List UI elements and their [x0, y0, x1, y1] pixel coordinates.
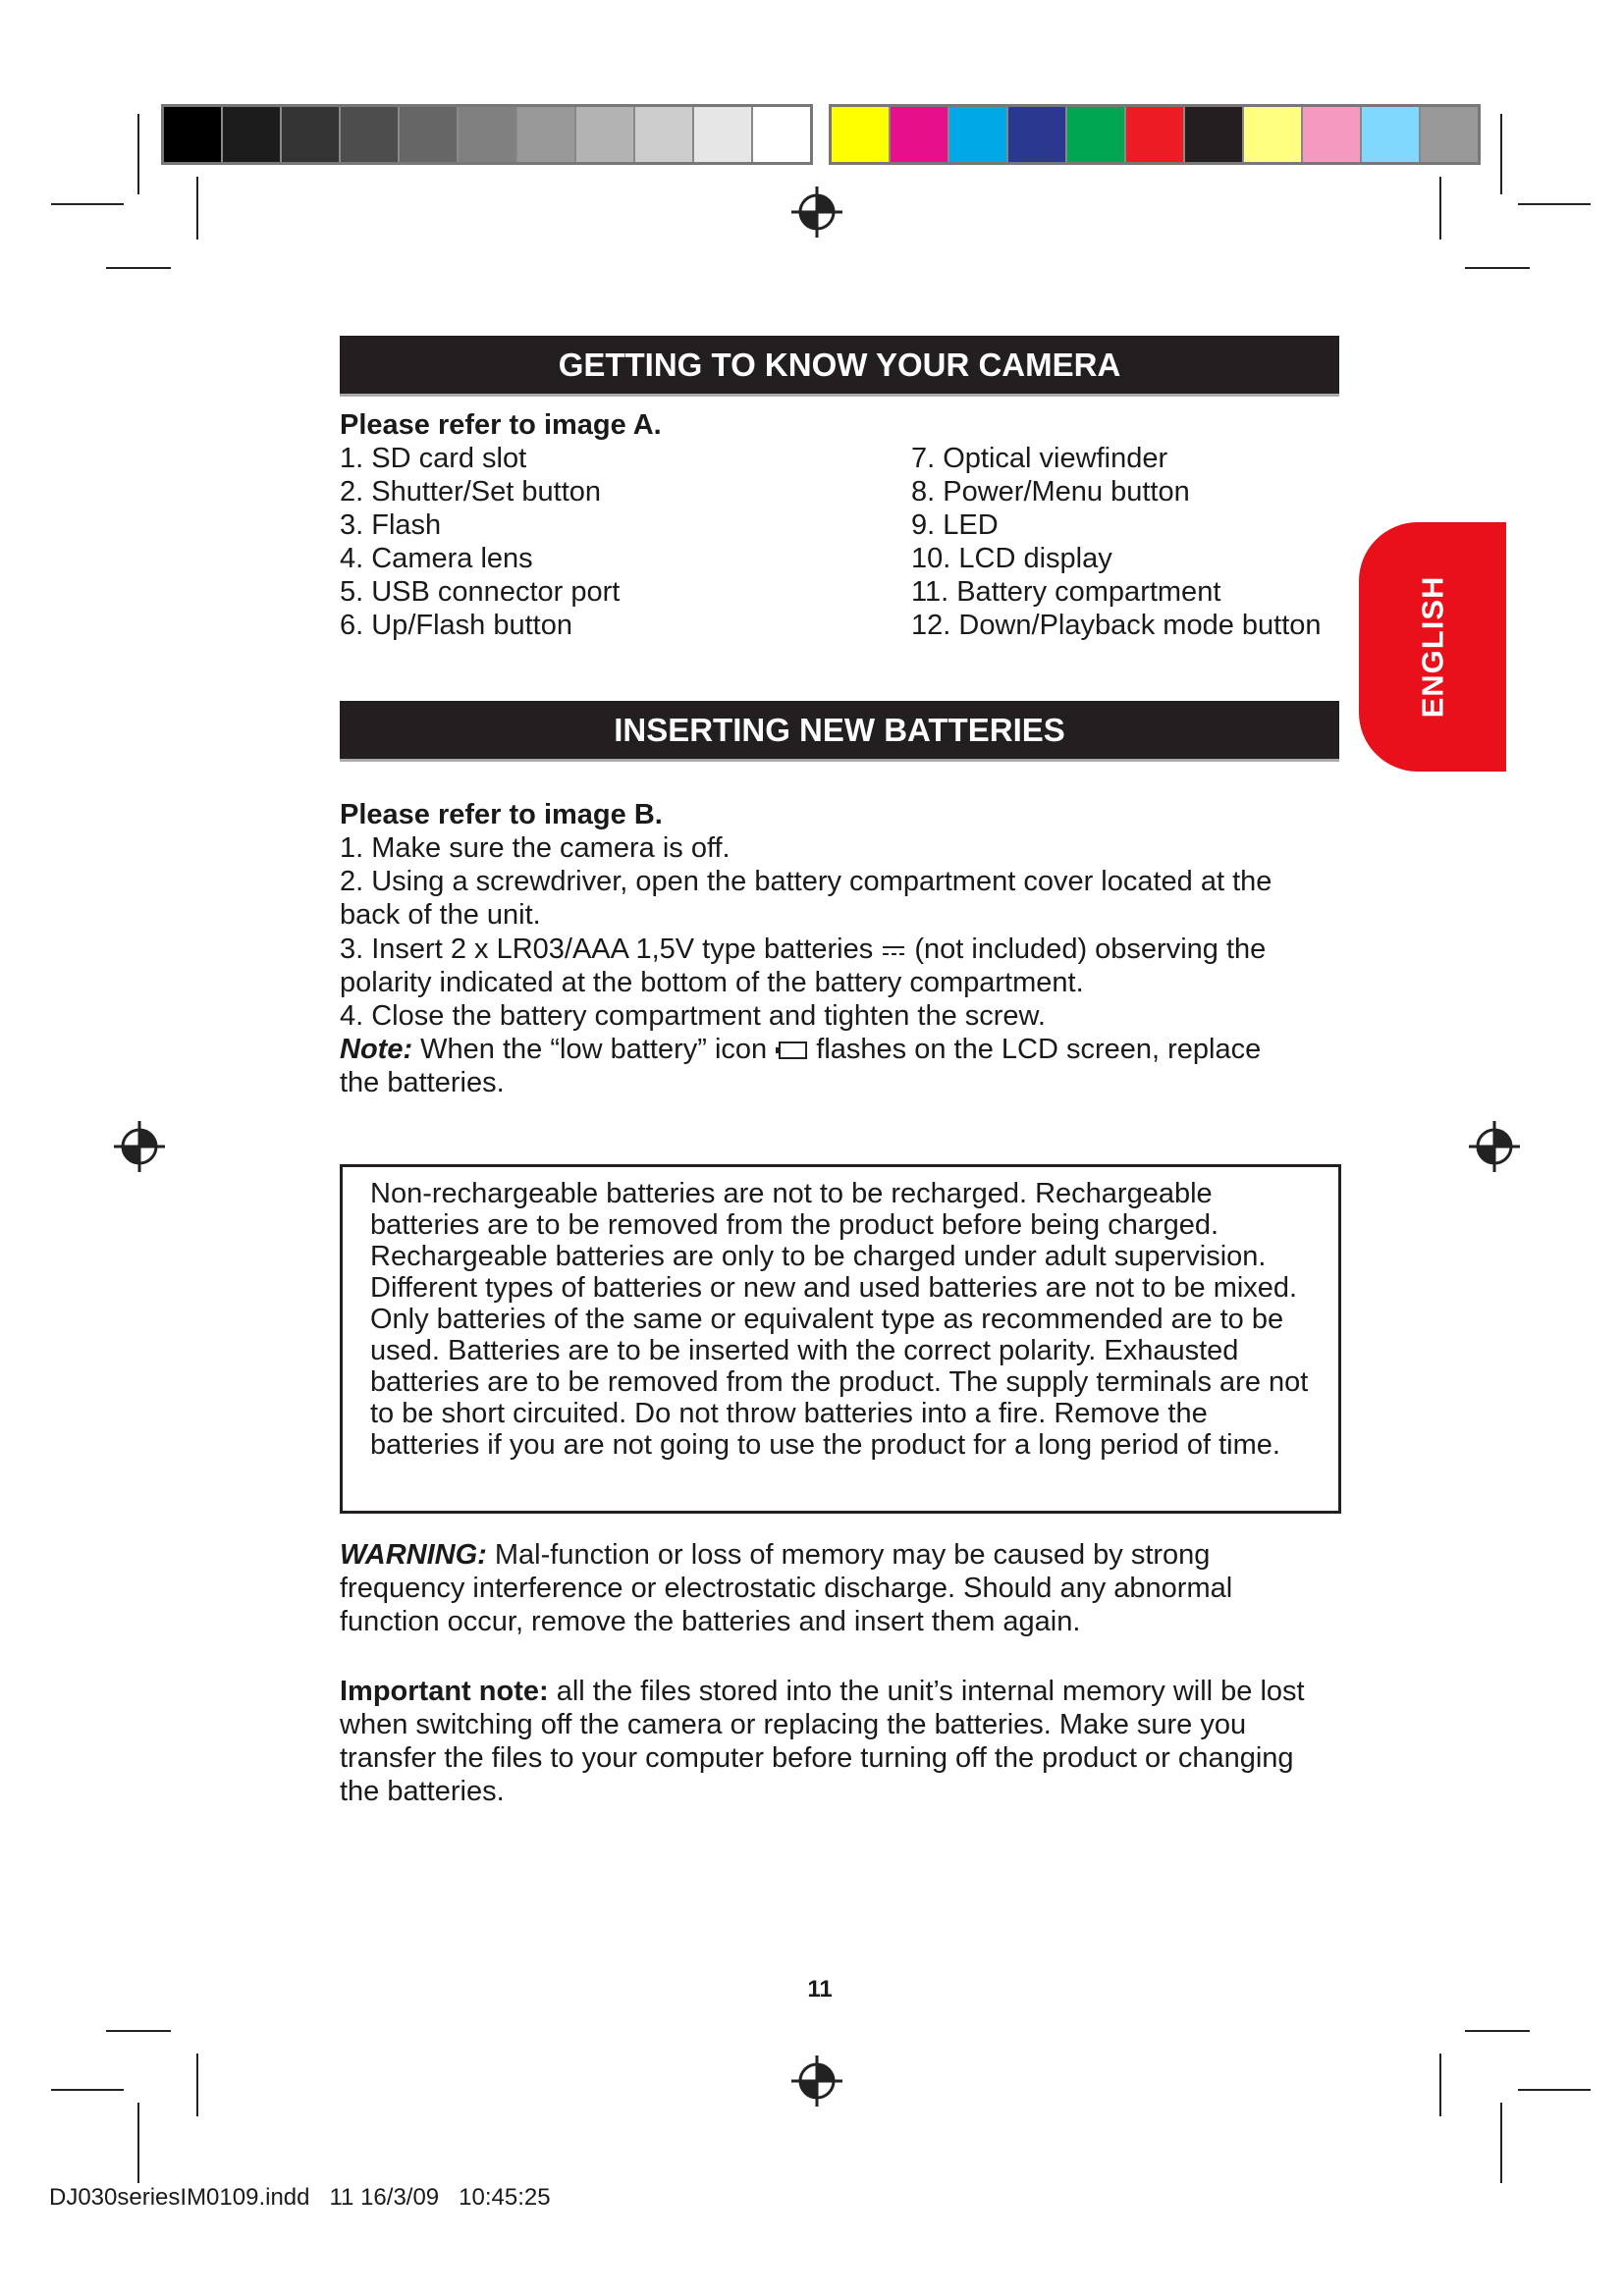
- language-tab-label: [1359, 522, 1506, 772]
- registration-target-icon: [791, 2056, 842, 2107]
- language-tab-text: ENGLISH: [1414, 575, 1449, 719]
- color-swatch: [1067, 107, 1126, 162]
- step-4: 4. Close the battery compartment and tighten the screw.: [340, 1000, 1046, 1032]
- color-calibration-bar-grayscale: [161, 104, 813, 165]
- step-1: 1. Make sure the camera is off.: [340, 832, 731, 864]
- section-heading-batteries: INSERTING NEW BATTERIES: [340, 701, 1339, 762]
- page-number: 11: [807, 1976, 833, 2002]
- color-swatch: [1244, 107, 1303, 162]
- crop-mark: [1465, 267, 1530, 269]
- warning-text: Mal-function or loss of memory may be caused by strong frequency interference or electrostatic discharge. Should any abnormal function occur, remove the batteries and insert them again.: [340, 1539, 1233, 1637]
- color-swatch: [1185, 107, 1244, 162]
- battery-note-line-2: the batteries.: [340, 1067, 505, 1098]
- section-heading-camera: GETTING TO KNOW YOUR CAMERA: [340, 336, 1339, 397]
- part-list-item: 3. Flash: [340, 509, 442, 541]
- part-list-item: 4. Camera lens: [340, 543, 533, 574]
- step-3-line-1: [340, 933, 1266, 966]
- crop-mark: [106, 2030, 171, 2032]
- section-intro: Please refer to image B.: [340, 799, 663, 830]
- color-calibration-bar-color: [829, 104, 1481, 165]
- part-list-item: 2. Shutter/Set button: [340, 476, 602, 507]
- color-swatch: [400, 107, 459, 162]
- footer-slug: DJ030seriesIM0109.indd 11 16/3/09 10:45:25: [49, 2184, 551, 2211]
- crop-mark: [1439, 2054, 1441, 2116]
- part-list-item: 11. Battery compartment: [911, 576, 1221, 608]
- warning-paragraph: [340, 1538, 1331, 1638]
- color-swatch: [635, 107, 694, 162]
- color-swatch: [949, 107, 1008, 162]
- part-list-item: 5. USB connector port: [340, 576, 621, 608]
- crop-mark: [1518, 2089, 1591, 2091]
- part-list-item: 1. SD card slot: [340, 443, 527, 474]
- step-3-text-b: (not included) observing the: [914, 934, 1267, 965]
- important-note-paragraph: [340, 1675, 1331, 1808]
- crop-mark: [51, 203, 124, 205]
- part-list-item: 9. LED: [911, 509, 999, 541]
- step-2: 2. Using a screwdriver, open the battery compartment cover located at the back of the unit.: [340, 866, 1272, 931]
- color-swatch: [1362, 107, 1421, 162]
- color-swatch: [576, 107, 635, 162]
- crop-mark: [106, 267, 171, 269]
- warning-label: WARNING:: [340, 1539, 487, 1571]
- battery-note-line-1: [340, 1033, 1261, 1066]
- step-3-text-a: 3. Insert 2 x LR03/AAA 1,5V type batteries: [340, 934, 874, 965]
- color-swatch: [1126, 107, 1185, 162]
- crop-mark: [1500, 2103, 1502, 2183]
- color-swatch: [517, 107, 576, 162]
- low-battery-icon: [775, 1040, 808, 1061]
- note-text-b: flashes on the LCD screen, replace: [816, 1034, 1262, 1065]
- crop-mark: [196, 177, 198, 240]
- registration-target-icon: [1469, 1121, 1520, 1172]
- section-intro: Please refer to image A.: [340, 409, 662, 441]
- color-swatch: [282, 107, 341, 162]
- step-3-line-2: polarity indicated at the bottom of the battery compartment.: [340, 967, 1084, 998]
- part-list-item: 12. Down/Playback mode button: [911, 610, 1322, 641]
- crop-mark: [196, 2054, 198, 2116]
- crop-mark: [137, 114, 139, 194]
- registration-target-icon: [114, 1121, 165, 1172]
- important-label: Important note:: [340, 1676, 549, 1707]
- battery-polarity-icon: [881, 939, 906, 961]
- color-swatch: [891, 107, 949, 162]
- crop-mark: [1500, 114, 1502, 194]
- important-text: all the files stored into the unit’s internal memory will be lost when switching off the camera or replacing the batteries. Make sure you transfer the files to your computer before turning off the product or changing the batteries.: [340, 1676, 1305, 1807]
- color-swatch: [832, 107, 891, 162]
- color-swatch: [164, 107, 223, 162]
- color-swatch: [753, 107, 810, 162]
- part-list-item: 10. LCD display: [911, 543, 1112, 574]
- crop-mark: [1439, 177, 1441, 240]
- note-label: Note:: [340, 1034, 413, 1065]
- crop-mark: [1465, 2030, 1530, 2032]
- part-list-item: 8. Power/Menu button: [911, 476, 1190, 507]
- color-swatch: [694, 107, 753, 162]
- crop-mark: [1518, 203, 1591, 205]
- color-swatch: [341, 107, 400, 162]
- part-list-item: 7. Optical viewfinder: [911, 443, 1168, 474]
- note-text-a: When the “low battery” icon: [420, 1034, 768, 1065]
- crop-mark: [51, 2089, 124, 2091]
- color-swatch: [1421, 107, 1478, 162]
- crop-mark: [137, 2103, 139, 2183]
- color-swatch: [223, 107, 282, 162]
- color-swatch: [1303, 107, 1362, 162]
- registration-target-icon: [791, 187, 842, 238]
- color-swatch: [459, 107, 517, 162]
- battery-safety-notice: Non-rechargeable batteries are not to be recharged. Rechargeable batteries are to be removed from the product before being charged. Rechargeable batteries are only to be charged under adult supervision. Different types of batteries or new and used batteries are not to be mixed. Only batteries of the same or equivalent type as recommended are to be used. Batteries are to be inserted with the correct polarity. Exhausted batteries are to be removed from the product. The supply terminals are not to be short circuited. Do not throw batteries into a fire. Remove the batteries if you are not going to use the product for a long period of time.: [340, 1164, 1341, 1514]
- part-list-item: 6. Up/Flash button: [340, 610, 572, 641]
- color-swatch: [1008, 107, 1067, 162]
